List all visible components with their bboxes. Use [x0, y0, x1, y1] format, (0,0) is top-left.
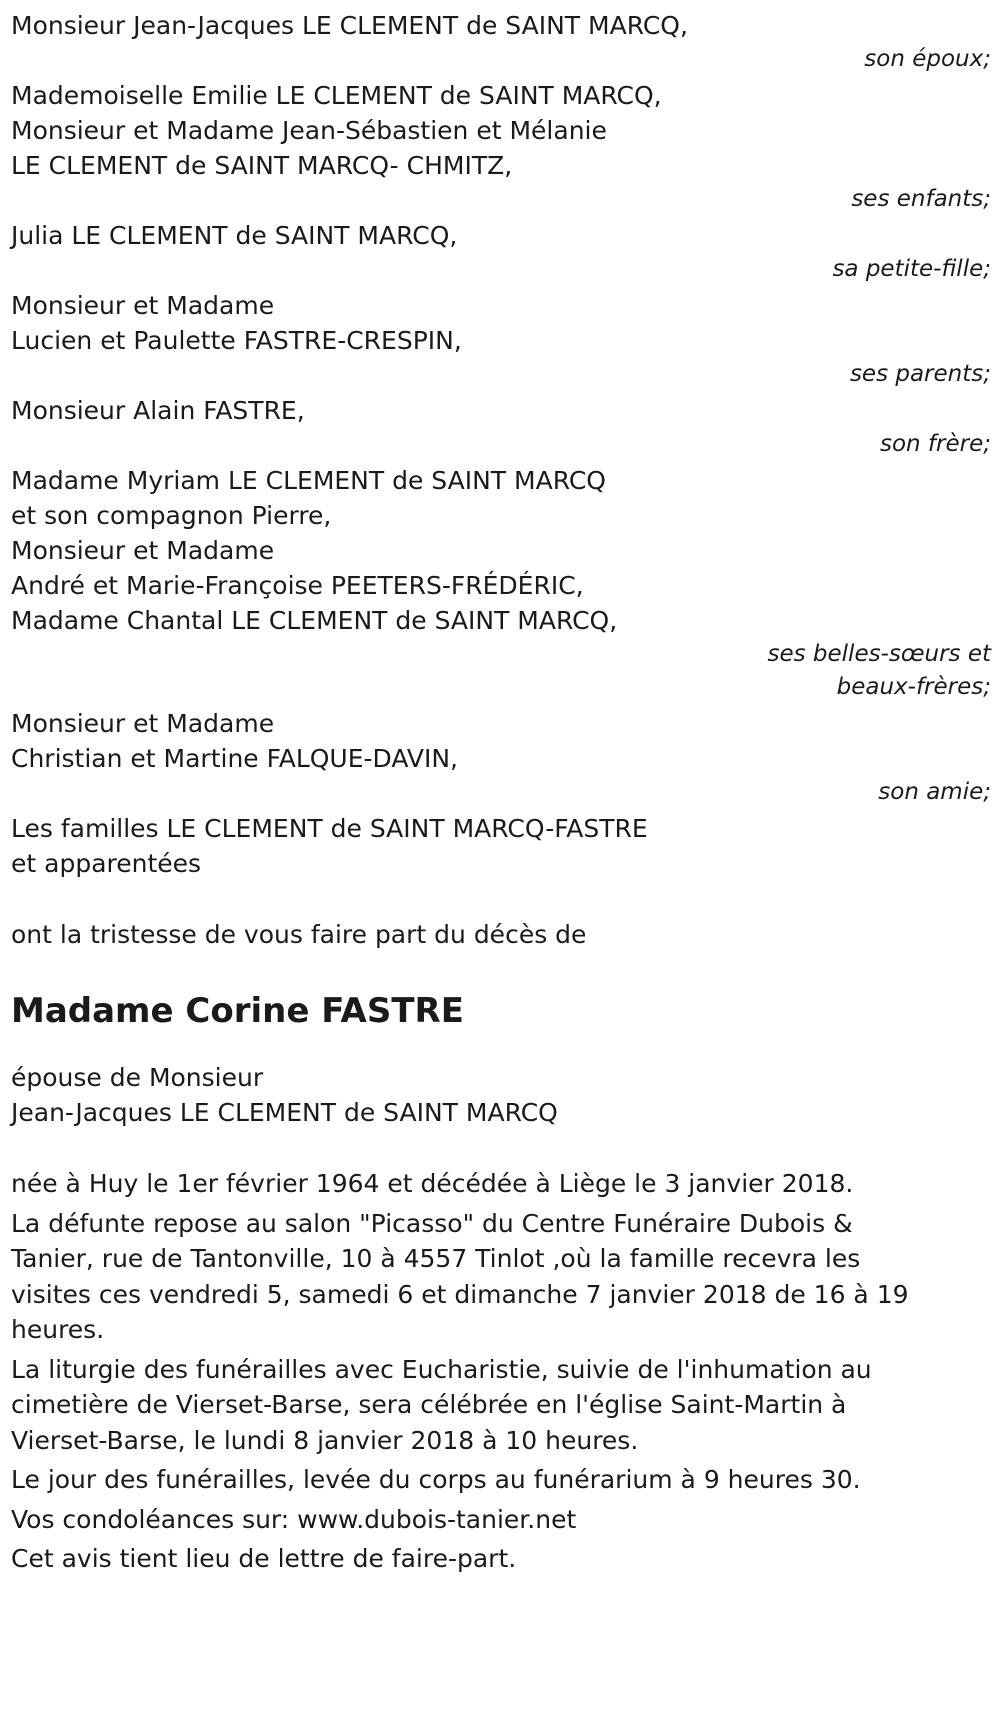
family-line: et son compagnon Pierre, [11, 501, 332, 530]
family-line: Monsieur et Madame [11, 536, 275, 565]
family-role: sa petite-fille; [832, 256, 991, 282]
family-group-in-laws [11, 463, 991, 704]
deceased-name: Madame Corine FASTRE [11, 991, 464, 1031]
spouse-line: Jean-Jacques LE CLEMENT de SAINT MARCQ [11, 1098, 558, 1127]
family-role: ses parents; [849, 361, 991, 387]
family-role: ses belles-sœurs et [767, 641, 991, 667]
family-role: son époux; [864, 46, 991, 72]
family-line: Lucien et Paulette FASTRE-CRESPIN, [11, 326, 462, 355]
family-line: Monsieur Jean-Jacques LE CLEMENT de SAINT MARCQ, [11, 11, 688, 40]
condolences-paragraph: Vos condoléances sur: www.dubois-tanier.net [11, 1504, 577, 1534]
repose-paragraph: La défunte repose au salon "Picasso" du Centre Funéraire Dubois & Tanier, rue de Tantonville, 10 à 4557 Tinlot ,où la famille recevra les visites ces vendredi 5, samedi 6 et dimanche 7 janvier 2018 de 16 à 19 heures. [11, 1208, 909, 1344]
family-line: Monsieur et Madame [11, 291, 275, 320]
family-line: Monsieur et Madame [11, 709, 275, 738]
family-line: Monsieur Alain FASTRE, [11, 396, 305, 425]
family-line: Madame Chantal LE CLEMENT de SAINT MARCQ, [11, 606, 618, 635]
family-group-spouse [11, 8, 991, 76]
family-line: Mademoiselle Emilie LE CLEMENT de SAINT MARCQ, [11, 81, 662, 110]
family-line: Christian et Martine FALQUE-DAVIN, [11, 744, 458, 773]
family-line: Madame Myriam LE CLEMENT de SAINT MARCQ [11, 466, 606, 495]
funeral-day-paragraph: Le jour des funérailles, levée du corps au funérarium à 9 heures 30. [11, 1465, 861, 1494]
family-role: son frère; [879, 431, 991, 457]
family-line: André et Marie-Françoise PEETERS-FRÉDÉRIC, [11, 571, 584, 600]
family-group-granddaughter [11, 218, 991, 286]
family-line: Les familles LE CLEMENT de SAINT MARCQ-FASTRE [11, 814, 648, 843]
spouse-block [11, 1060, 991, 1130]
family-group-parents [11, 288, 991, 391]
details-block [11, 1166, 911, 1577]
announcement-text: ont la tristesse de vous faire part du décès de [11, 920, 587, 949]
family-role: son amie; [878, 779, 991, 805]
family-line: et apparentées [11, 849, 202, 878]
death-notice [11, 0, 991, 1577]
birth-death-paragraph: née à Huy le 1er février 1964 et décédée à Liège le 3 janvier 2018. [11, 1169, 854, 1198]
family-group-brother [11, 393, 991, 461]
family-line: Julia LE CLEMENT de SAINT MARCQ, [11, 221, 458, 250]
family-line: Monsieur et Madame Jean-Sébastien et Mélanie [11, 116, 607, 145]
family-group-children [11, 78, 991, 216]
family-role: ses enfants; [851, 186, 991, 212]
notice-paragraph: Cet avis tient lieu de lettre de faire-part. [11, 1544, 517, 1573]
liturgy-paragraph: La liturgie des funérailles avec Eucharistie, suivie de l'inhumation au cimetière de Vierset-Barse, sera célébrée en l'église Saint-Martin à Vierset-Barse, le lundi 8 janvier 2018 à 10 heures. [11, 1354, 872, 1455]
spouse-line: épouse de Monsieur [11, 1063, 264, 1092]
family-line: LE CLEMENT de SAINT MARCQ- CHMITZ, [11, 151, 513, 180]
family-group-families [11, 811, 991, 881]
family-group-friend [11, 706, 991, 809]
family-role: beaux-frères; [836, 674, 991, 700]
